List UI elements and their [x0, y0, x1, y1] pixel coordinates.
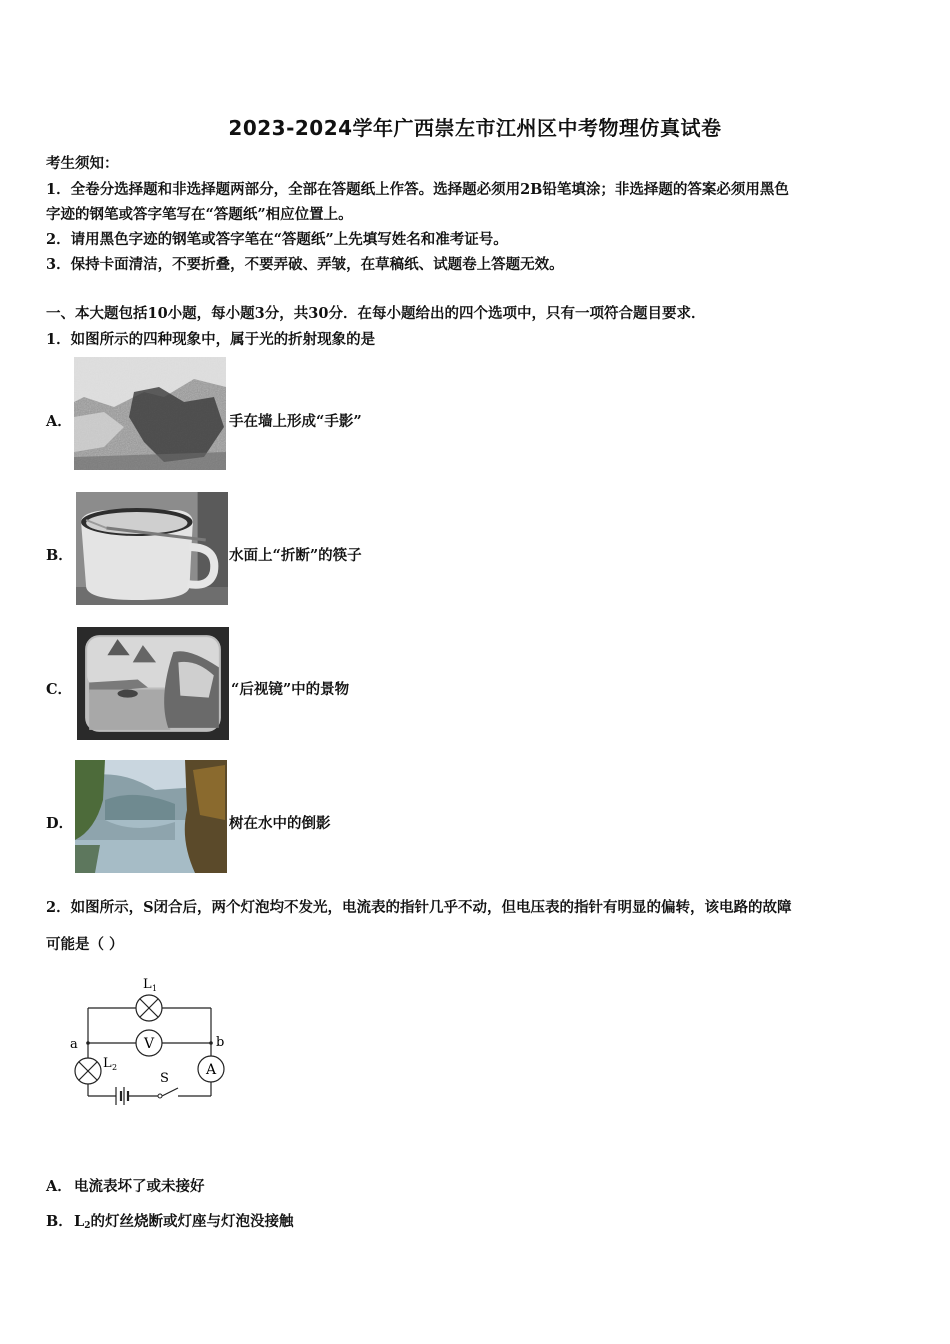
circuit-diagram — [66, 970, 236, 1110]
switch-label: S — [160, 1071, 169, 1086]
hand-shadow-photo — [74, 357, 226, 470]
q1-option-c-text: “后视镜”中的景物 — [231, 681, 350, 698]
q2-option-b-text — [74, 1210, 293, 1231]
q2-option-a-text: 电流表坏了或未接好 — [74, 1178, 205, 1195]
node-b-label: b — [216, 1035, 225, 1050]
switch-symbol — [158, 1094, 162, 1098]
lamp-l1-symbol — [136, 995, 162, 1021]
notice-heading: 考生须知： — [46, 155, 119, 172]
lamp-l2-label: L — [103, 1056, 112, 1071]
node-a-label: a — [70, 1037, 78, 1052]
q1-option-d-letter: D． — [46, 815, 74, 832]
tree-reflection-photo — [75, 760, 227, 873]
notice-item-3: 3．保持卡面清洁，不要折叠，不要弄破、弄皱，在草稿纸、试题卷上答题无效。 — [46, 256, 564, 273]
q2-option-b-text-post: 的灯丝烧断或灯座与灯泡没接触 — [90, 1213, 294, 1230]
section-heading: 一、本大题包括10小题，每小题3分，共30分．在每小题给出的四个选项中，只有一项符合题目要求． — [46, 305, 706, 322]
q1-option-a-letter: A． — [46, 413, 72, 430]
q2-option-b-text-pre: L — [74, 1213, 85, 1230]
q2-option-b-letter: B． — [46, 1213, 73, 1230]
q2-option-a-letter: A． — [46, 1178, 72, 1195]
notice-item-1: 1．全卷分选择题和非选择题两部分，全部在答题纸上作答。选择题必须用2B铅笔填涂；非选择题的答案必须用黑色 — [46, 181, 789, 198]
q2-option-b-text-sub: 2 — [84, 1221, 91, 1231]
voltmeter-label: V — [143, 1036, 155, 1052]
lamp-l2-symbol — [75, 1058, 101, 1084]
q1-option-c-letter: C． — [46, 681, 73, 698]
question-2-stem: 2．如图所示，S闭合后，两个灯泡均不发光，电流表的指针几乎不动，但电压表的指针有明显的偏转，该电路的故障 — [46, 899, 792, 916]
lamp-l2-sub: 2 — [112, 1063, 118, 1072]
question-1-stem: 1．如图所示的四种现象中，属于光的折射现象的是 — [46, 331, 376, 348]
bent-chopstick-photo — [76, 492, 228, 605]
lamp-l1-sub: 1 — [152, 984, 158, 993]
q1-option-d-text: 树在水中的倒影 — [229, 815, 331, 832]
page-title: 2023-2024学年广西崇左市江州区中考物理仿真试卷 — [228, 116, 722, 140]
q1-option-a-text: 手在墙上形成“手影” — [229, 413, 362, 430]
notice-item-1-cont: 字迹的钢笔或答字笔写在“答题纸”相应位置上。 — [46, 206, 353, 223]
rearview-mirror-photo — [77, 627, 229, 740]
question-2-stem-cont: 可能是（ ） — [46, 936, 124, 953]
q1-option-b-text: 水面上“折断”的筷子 — [229, 547, 362, 564]
lamp-l1-label: L — [143, 977, 152, 992]
q1-option-b-letter: B． — [46, 547, 73, 564]
ammeter-label: A — [205, 1062, 217, 1078]
notice-item-2: 2．请用黑色字迹的钢笔或答字笔在“答题纸”上先填写姓名和准考证号。 — [46, 231, 508, 248]
battery-symbol — [116, 1087, 128, 1105]
